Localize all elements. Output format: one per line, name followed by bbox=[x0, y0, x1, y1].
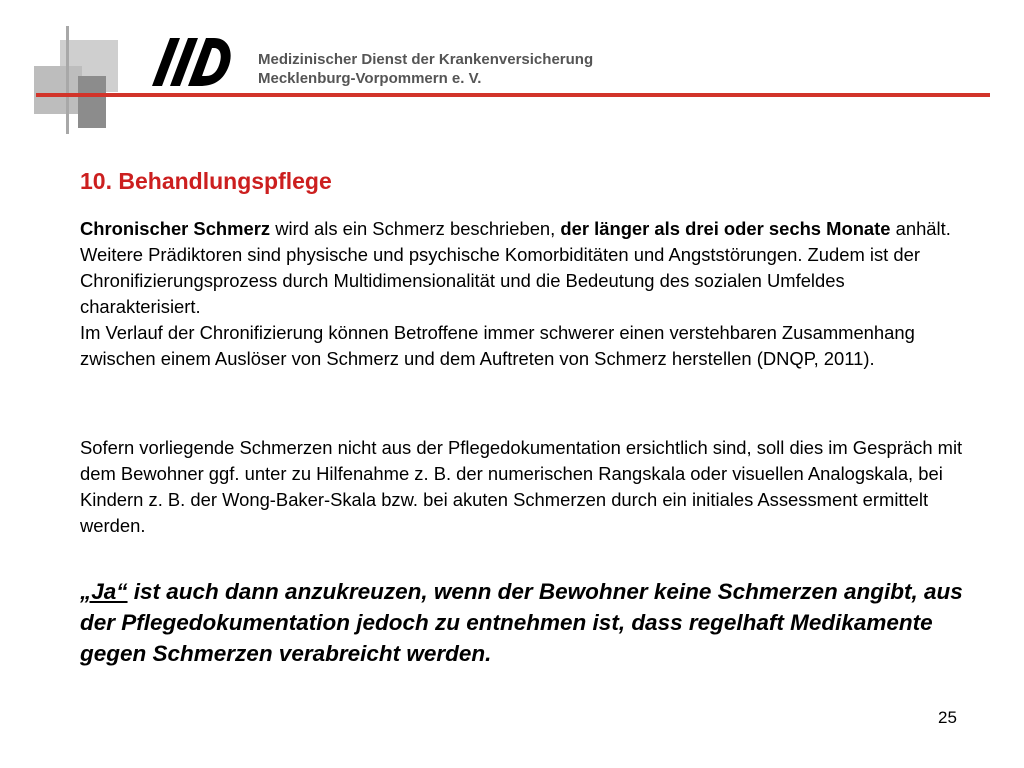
emphasis-note bbox=[80, 576, 980, 669]
mdk-logo bbox=[148, 32, 232, 88]
quote-ja: „Ja“ bbox=[80, 579, 128, 604]
text-segment: wird als ein Schmerz beschrieben, bbox=[270, 218, 561, 239]
decor-square-dark bbox=[78, 76, 106, 128]
paragraph-assessment: Sofern vorliegende Schmerzen nicht aus der Pflegedokumentation ersichtlich sind, soll dies im Gespräch mit dem Bewohner ggf. unter zu Hilfenahme z. B. der numerischen Rangskala oder visuellen Analogskala, bei Kindern z. B. der Wong-Baker-Skala bzw. bei akuten Schmerzen durch ein initiales Assessment ermittelt werden. bbox=[80, 437, 963, 536]
organization-name bbox=[258, 50, 593, 88]
decor-square-mid bbox=[34, 66, 82, 114]
term-chronic-pain: Chronischer Schmerz bbox=[80, 218, 271, 239]
page-number: 25 bbox=[938, 708, 957, 727]
text-segment: anhält. Weitere Prädiktoren sind physische und psychische Komorbiditäten und Angststörungen. Zudem ist der Chronifizierungsprozess durch Multidimensionalität und die Bedeutung des sozialen Umfeldes charakterisiert. bbox=[80, 218, 951, 317]
org-line-1: Medizinischer Dienst der Krankenversicherung bbox=[258, 51, 594, 68]
text-segment-chronification: Im Verlauf der Chronifizierung können Betroffene immer schwerer einen verstehbaren Zusammenhang zwischen einem Auslöser von Schmerz und dem Auftreten von Schmerz herstellen (DNQP, 2011). bbox=[80, 322, 915, 369]
decor-vertical-line bbox=[66, 26, 69, 134]
section-title: 10. Behandlungspflege bbox=[80, 168, 332, 194]
header-red-rule bbox=[36, 93, 990, 97]
org-line-2: Mecklenburg-Vorpommern e. V. bbox=[258, 70, 482, 87]
paragraph-chronic-pain bbox=[80, 216, 970, 372]
emphasis-text: ist auch dann anzukreuzen, wenn der Bewohner keine Schmerzen angibt, aus der Pflegedokumentation jedoch zu entnehmen ist, dass regelhaft Medikamente gegen Schmerzen verabreicht werden. bbox=[80, 579, 963, 666]
term-duration: der länger als drei oder sechs Monate bbox=[560, 218, 891, 239]
